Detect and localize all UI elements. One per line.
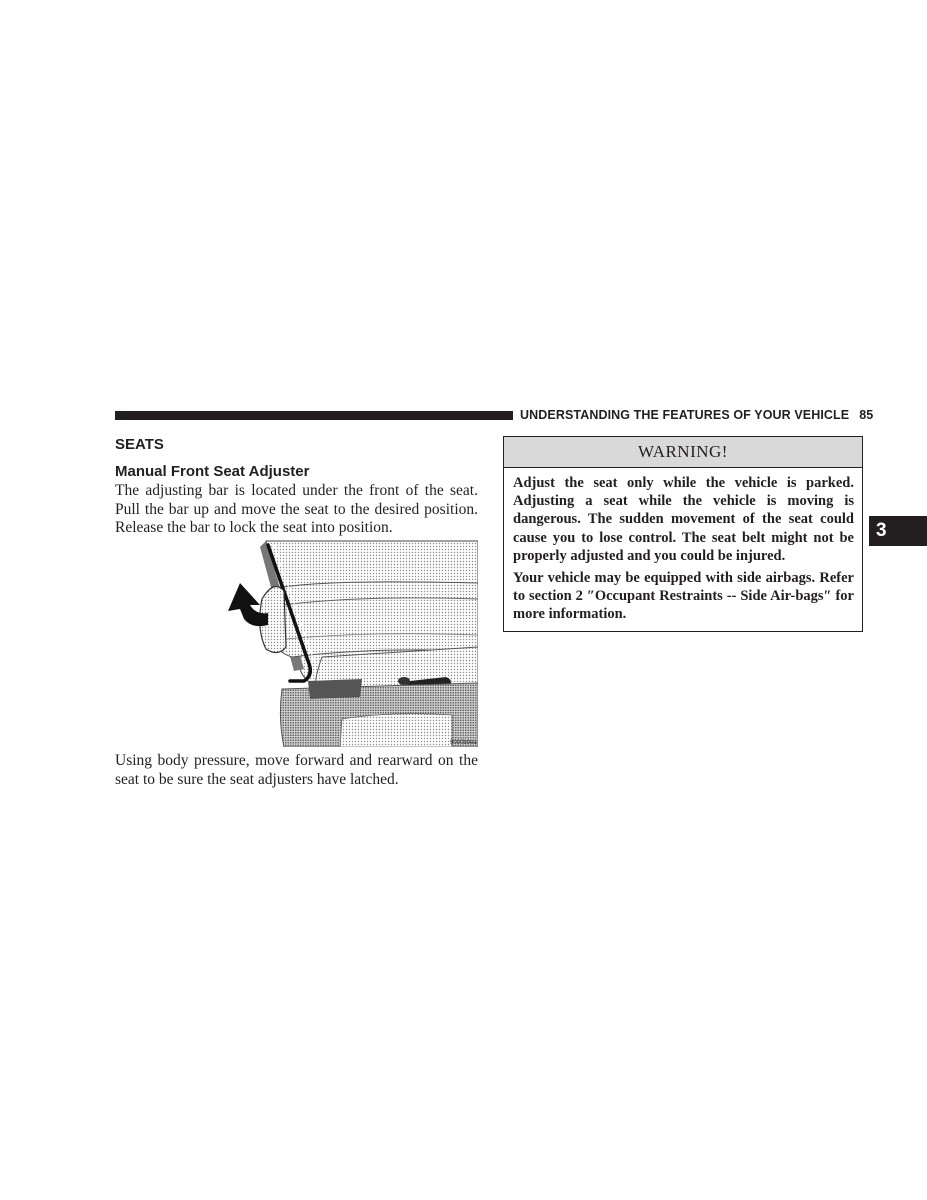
running-head — [520, 408, 873, 422]
chapter-tab: 3 — [869, 516, 927, 546]
body-paragraph-1: The adjusting bar is located under the front of the seat. Pull the bar up and move the seat to the desired position. Release the bar to lock the seat into position. — [115, 482, 478, 536]
body-paragraph-2: Using body pressure, move forward and rearward on the seat to be sure the seat adjusters have latched. — [115, 752, 478, 788]
subsection-title: Manual Front Seat Adjuster — [115, 463, 310, 480]
warning-box — [503, 436, 863, 632]
warning-title: WARNING! — [504, 437, 862, 468]
warning-paragraph-1: Adjust the seat only while the vehicle is parked. Adjusting a seat while the vehicle is moving is dangerous. The sudden movement of the seat could cause you to lose control. The seat belt might not be properly adjusted and you could be injured. — [513, 475, 854, 564]
figure-code: 9000b0ea — [450, 740, 477, 746]
header-rule — [115, 411, 513, 420]
warning-paragraph-2: Your vehicle may be equipped with side airbags. Refer to section 2 ″Occupant Restraints -- Side Air-bags″ for more information. — [513, 570, 854, 623]
running-title: UNDERSTANDING THE FEATURES OF YOUR VEHICLE — [520, 408, 850, 422]
warning-body — [504, 468, 862, 624]
page-number: 85 — [859, 408, 874, 422]
section-title: SEATS — [115, 436, 164, 453]
seat-adjuster-illustration — [222, 539, 478, 747]
